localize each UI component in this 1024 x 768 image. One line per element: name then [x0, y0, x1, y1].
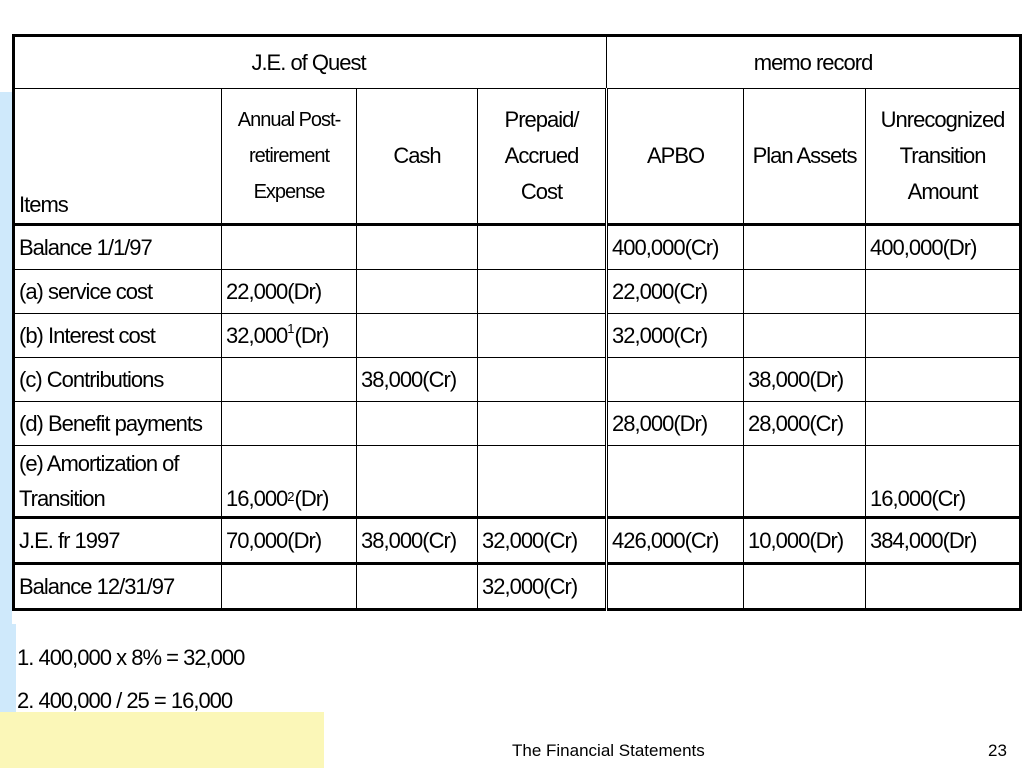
unrecognized-cell [866, 314, 1021, 358]
table-row [14, 518, 1021, 564]
expense-cell: 22,000(Dr) [222, 270, 357, 314]
row-item [14, 446, 222, 518]
plan-assets-cell [744, 225, 866, 270]
cash-cell: 38,000(Cr) [357, 358, 478, 402]
expense-header-line3: Expense [253, 181, 325, 203]
prepaid-cell: 32,000(Cr) [478, 518, 607, 564]
expense-cell [222, 358, 357, 402]
footnote-1: 1. 400,000 x 8% = 32,000 [17, 645, 245, 670]
table-row [14, 358, 1021, 402]
plan-assets-cell: 10,000(Dr) [744, 518, 866, 564]
prepaid-header-line2: Accrued [504, 143, 579, 168]
expense-cell [222, 402, 357, 446]
cash-cell [357, 225, 478, 270]
footnote-marker: 2 [287, 489, 295, 504]
unrecognized-cell: 400,000(Dr) [866, 225, 1021, 270]
prepaid-header [478, 89, 607, 225]
journal-entry-table [12, 34, 1022, 611]
memo-group-header: memo record [607, 36, 1021, 89]
expense-cell [222, 314, 357, 358]
cash-cell [357, 564, 478, 610]
table-row [14, 314, 1021, 358]
apbo-cell: 22,000(Cr) [607, 270, 744, 314]
prepaid-header-line1: Prepaid/ [504, 107, 579, 132]
plan-assets-cell [744, 270, 866, 314]
plan-assets-cell [744, 446, 866, 518]
cash-cell [357, 402, 478, 446]
plan-assets-cell [744, 564, 866, 610]
apbo-cell: 426,000(Cr) [607, 518, 744, 564]
unrecognized-cell [866, 564, 1021, 610]
table-row [14, 564, 1021, 610]
cash-cell [357, 314, 478, 358]
apbo-cell: 28,000(Dr) [607, 402, 744, 446]
expense-cell [222, 446, 357, 518]
prepaid-cell [478, 314, 607, 358]
apbo-cell: 400,000(Cr) [607, 225, 744, 270]
row-item: Balance 12/31/97 [14, 564, 222, 610]
unrecognized-header [866, 89, 1021, 225]
page-number: 23 [988, 741, 1007, 760]
row-item: J.E. fr 1997 [14, 518, 222, 564]
footnote-2: 2. 400,000 / 25 = 16,000 [17, 688, 233, 713]
prepaid-cell [478, 358, 607, 402]
expense-suffix: (Dr) [294, 322, 329, 348]
row-item-line2: Transition [19, 486, 105, 511]
expense-value: 32,000 [226, 322, 288, 348]
expense-header-line1: Annual Post- [237, 109, 341, 131]
prepaid-header-line3: Cost [520, 179, 563, 204]
plan-assets-cell [744, 314, 866, 358]
plan-assets-header: Plan Assets [744, 89, 866, 225]
prepaid-cell [478, 402, 607, 446]
unrecognized-cell [866, 402, 1021, 446]
expense-header [222, 89, 357, 225]
table-row [14, 270, 1021, 314]
expense-suffix: (Dr) [294, 486, 329, 511]
expense-value: 16,000 [226, 486, 288, 511]
prepaid-cell [478, 270, 607, 314]
unrecognized-cell: 16,000(Cr) [866, 446, 1021, 518]
apbo-header: APBO [607, 89, 744, 225]
apbo-cell [607, 564, 744, 610]
table-row [14, 402, 1021, 446]
footnote-marker: 1 [287, 320, 295, 336]
row-item: (d) Benefit payments [14, 402, 222, 446]
group-header-row [14, 36, 1021, 89]
cash-cell [357, 446, 478, 518]
prepaid-cell [478, 446, 607, 518]
row-item: (a) service cost [14, 270, 222, 314]
unrecognized-header-line1: Unrecognized [880, 107, 1005, 132]
table-row [14, 446, 1021, 518]
prepaid-cell: 32,000(Cr) [478, 564, 607, 610]
apbo-cell [607, 446, 744, 518]
row-item: (b) Interest cost [14, 314, 222, 358]
expense-cell: 70,000(Dr) [222, 518, 357, 564]
row-item: Balance 1/1/97 [14, 225, 222, 270]
cash-cell [357, 270, 478, 314]
apbo-cell [607, 358, 744, 402]
column-header-row [14, 89, 1021, 225]
table-row [14, 225, 1021, 270]
plan-assets-cell: 38,000(Dr) [744, 358, 866, 402]
apbo-cell: 32,000(Cr) [607, 314, 744, 358]
expense-header-line2: retirement [248, 145, 330, 167]
unrecognized-header-line3: Amount [907, 179, 978, 204]
expense-cell [222, 225, 357, 270]
unrecognized-cell [866, 358, 1021, 402]
unrecognized-header-line2: Transition [899, 143, 986, 168]
unrecognized-cell [866, 270, 1021, 314]
footnotes [17, 636, 244, 722]
expense-cell [222, 564, 357, 610]
plan-assets-cell: 28,000(Cr) [744, 402, 866, 446]
cash-cell: 38,000(Cr) [357, 518, 478, 564]
prepaid-cell [478, 225, 607, 270]
row-item: (c) Contributions [14, 358, 222, 402]
je-group-header: J.E. of Quest [14, 36, 607, 89]
unrecognized-cell: 384,000(Dr) [866, 518, 1021, 564]
journal-entry-table-container [12, 34, 1019, 624]
footer-title: The Financial Statements [512, 741, 705, 760]
row-item-line1: (e) Amortization of [19, 451, 179, 476]
items-header: Items [14, 89, 222, 225]
cash-header: Cash [357, 89, 478, 225]
